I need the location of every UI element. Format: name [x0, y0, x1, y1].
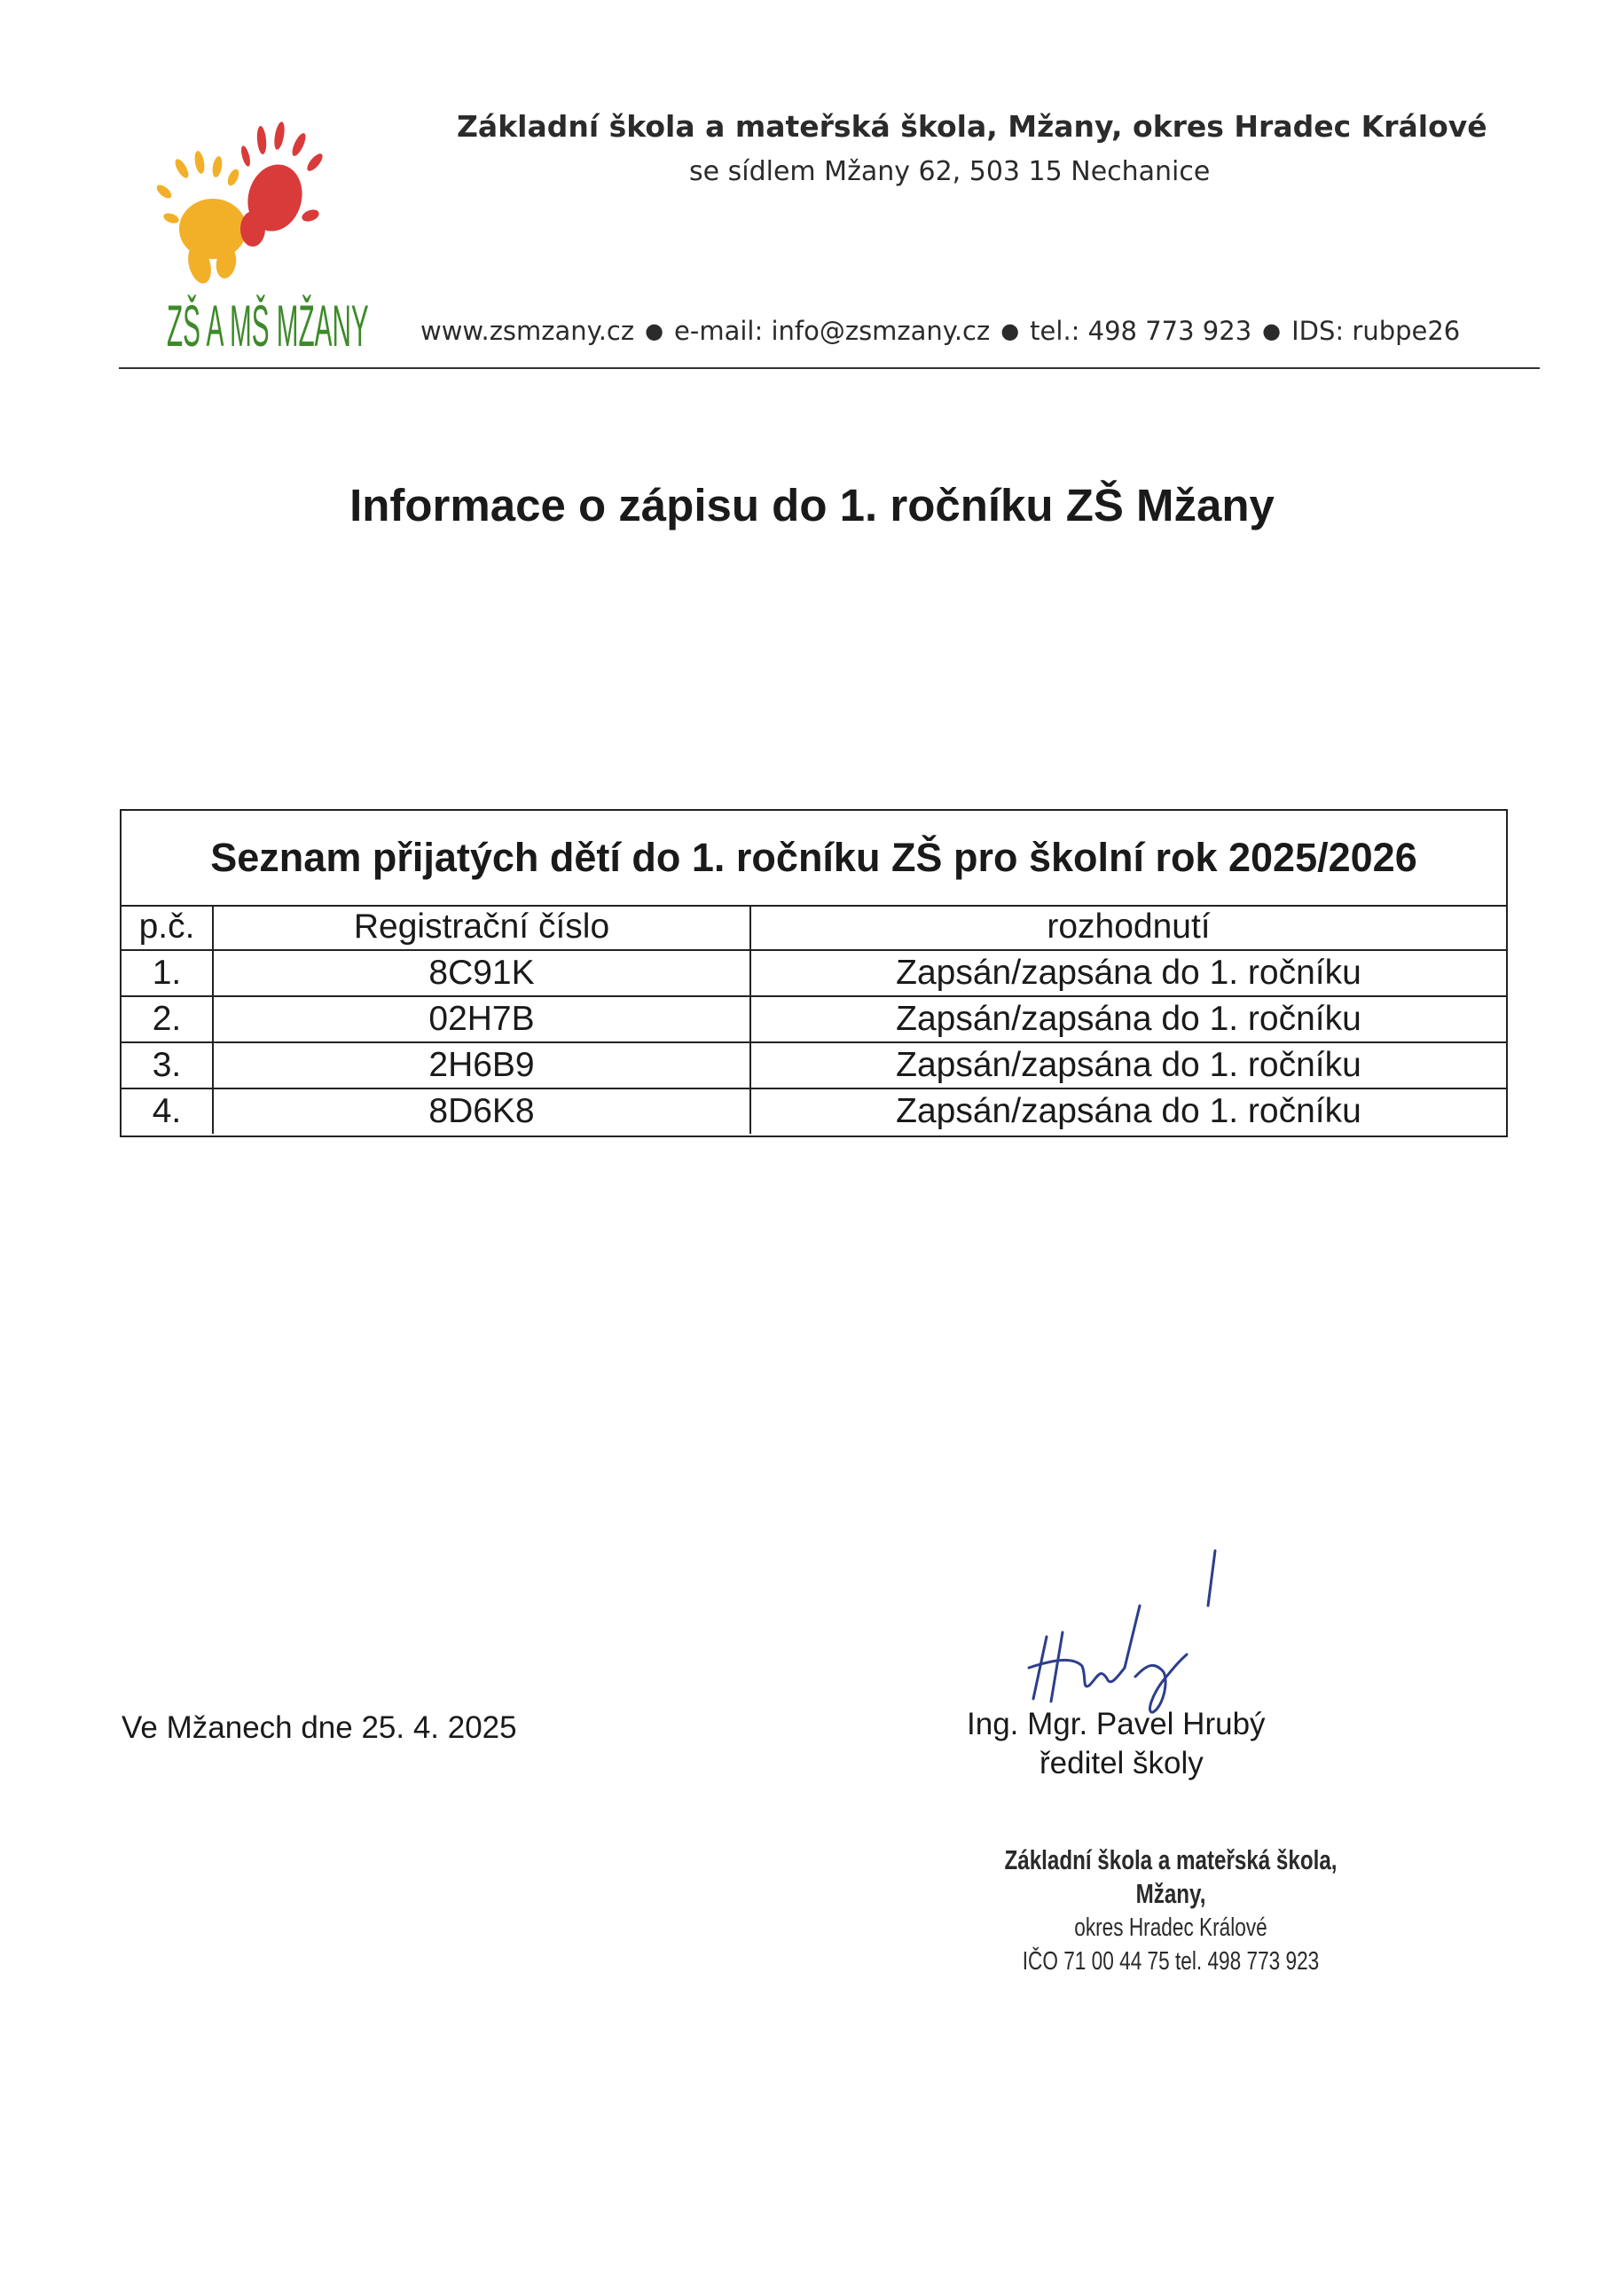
stamp-line: Základní škola a mateřská škola, — [1004, 1844, 1338, 1875]
table-row — [122, 1042, 1506, 1088]
signer-role: ředitel školy — [1040, 1746, 1204, 1780]
results-table — [122, 905, 1506, 1134]
column-header-registration: Registrační číslo — [213, 905, 750, 950]
row-order: 4. — [122, 1088, 213, 1134]
ids-code: IDS: rubpe26 — [1291, 316, 1461, 346]
stamp-line: Mžany, — [1135, 1878, 1206, 1909]
signer-name: Ing. Mgr. Pavel Hrubý — [967, 1707, 1266, 1741]
row-decision: Zapsán/zapsána do 1. ročníku — [750, 996, 1506, 1042]
row-registration-number: 8D6K8 — [213, 1088, 750, 1134]
website-link[interactable]: www.zsmzany.cz — [420, 316, 635, 346]
stamp-line: okres Hradec Králové — [1074, 1913, 1267, 1942]
row-registration-number: 2H6B9 — [213, 1042, 750, 1088]
table-row — [122, 996, 1506, 1042]
row-registration-number: 8C91K — [213, 950, 750, 996]
table-row — [122, 950, 1506, 996]
row-order: 2. — [122, 996, 213, 1042]
row-decision: Zapsán/zapsána do 1. ročníku — [750, 950, 1506, 996]
email-link[interactable]: e-mail: info@zsmzany.cz — [674, 316, 991, 346]
logo-text: ZŠ A MŠ MŽANY — [167, 293, 369, 358]
stamp-line: IČO 71 00 44 75 tel. 498 773 923 — [1022, 1947, 1320, 1976]
contact-line — [420, 316, 1460, 346]
column-header-decision: rozhodnutí — [750, 905, 1506, 950]
handwritten-signature — [1011, 1544, 1233, 1721]
table-row — [122, 1088, 1506, 1134]
row-decision: Zapsán/zapsána do 1. ročníku — [750, 1042, 1506, 1088]
bullet-icon: ● — [1262, 318, 1282, 343]
school-stamp — [940, 1843, 1401, 1978]
row-registration-number: 02H7B — [213, 996, 750, 1042]
place-and-date: Ve Mžanech dne 25. 4. 2025 — [122, 1710, 517, 1745]
accepted-children-list — [120, 809, 1508, 1137]
bullet-icon: ● — [645, 318, 664, 343]
table-heading: Seznam přijatých dětí do 1. ročníku ZŠ pro školní rok 2025/2026 — [122, 811, 1506, 907]
phone-number: tel.: 498 773 923 — [1030, 316, 1252, 346]
table-header-row — [122, 905, 1506, 950]
row-order: 3. — [122, 1042, 213, 1088]
row-decision: Zapsán/zapsána do 1. ročníku — [750, 1088, 1506, 1134]
school-name: Základní škola a mateřská škola, Mžany, okres Hradec Králové — [457, 109, 1487, 144]
column-header-order: p.č. — [122, 905, 213, 950]
document-title: Informace o zápisu do 1. ročníku ZŠ Mžany — [349, 480, 1275, 530]
school-address: se sídlem Mžany 62, 503 15 Nechanice — [689, 156, 1211, 187]
row-order: 1. — [122, 950, 213, 996]
header-divider — [119, 367, 1540, 369]
bullet-icon: ● — [1000, 318, 1020, 343]
